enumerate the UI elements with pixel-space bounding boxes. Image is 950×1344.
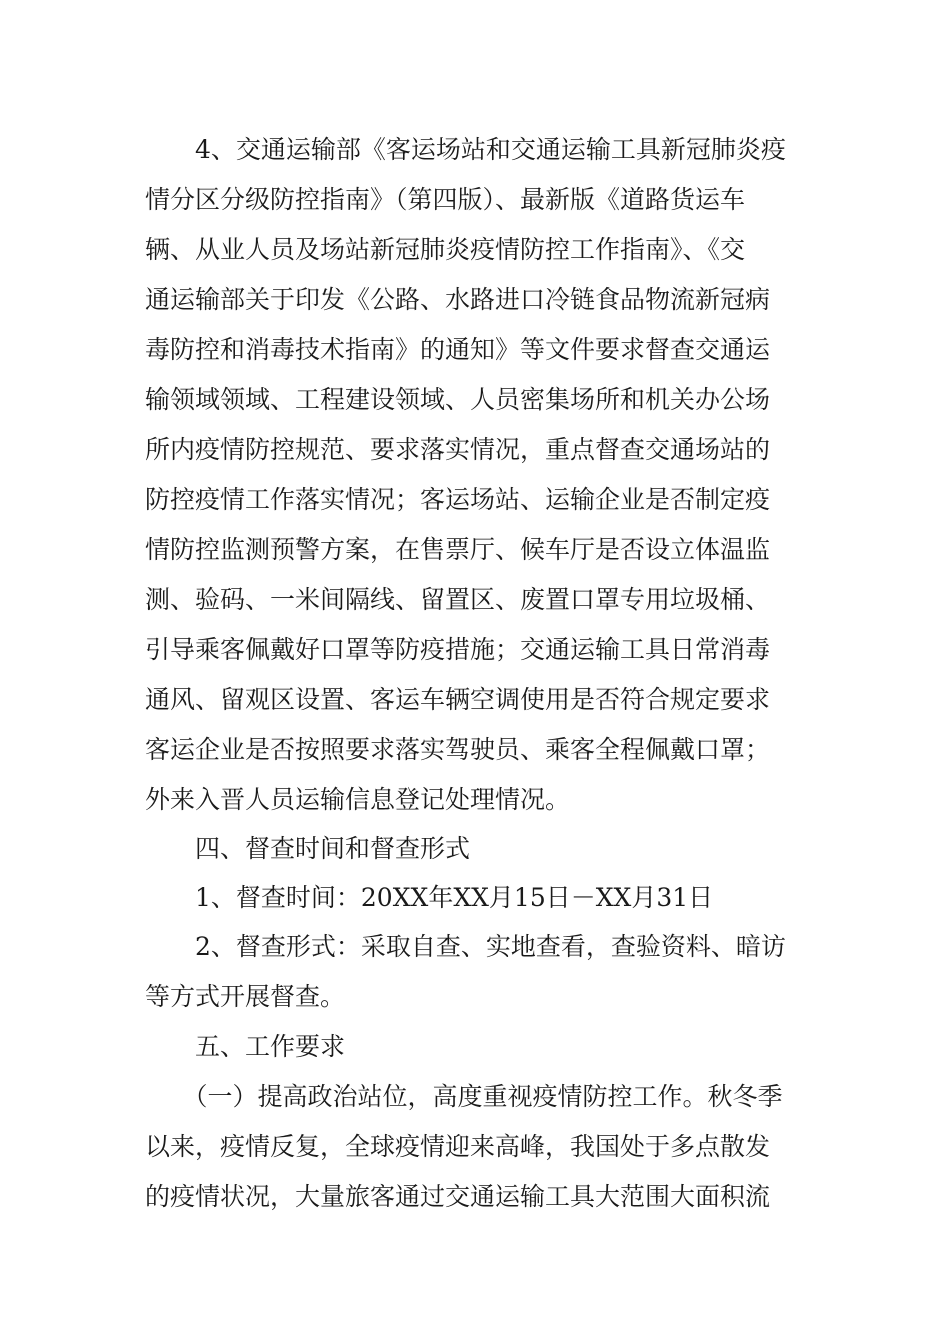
paragraph-line: 4、交通运输部《客运场站和交通运输工具新冠肺炎疫 <box>145 135 786 164</box>
paragraph-line: 通运输部关于印发《公路、水路进口冷链食品物流新冠病 <box>145 285 771 314</box>
paragraph-line: 防控疫情工作落实情况；客运场站、运输企业是否制定疫 <box>145 485 771 514</box>
paragraph-line: 等方式开展督查。 <box>145 982 346 1011</box>
paragraph-line: 情防控监测预警方案，在售票厅、候车厅是否设立体温监 <box>145 535 771 564</box>
paragraph-line: 的疫情状况，大量旅客通过交通运输工具大范围大面积流 <box>145 1182 771 1211</box>
paragraph-line: 测、验码、一米间隔线、留置区、废置口罩专用垃圾桶、 <box>145 585 771 614</box>
section-heading: 五、工作要求 <box>145 1032 346 1061</box>
paragraph-line: 1、督查时间：20XX年XX月15日－XX月31日 <box>145 883 714 912</box>
paragraph-line: 外来入晋人员运输信息登记处理情况。 <box>145 785 571 814</box>
paragraph-line: 辆、从业人员及场站新冠肺炎疫情防控工作指南》、《交 <box>145 235 746 264</box>
paragraph-line: （一）提高政治站位，高度重视疫情防控工作。秋冬季 <box>145 1082 783 1111</box>
paragraph-line: 客运企业是否按照要求落实驾驶员、乘客全程佩戴口罩； <box>145 735 771 764</box>
paragraph-line: 情分区分级防控指南》（第四版）、最新版《道路货运车 <box>145 185 746 214</box>
paragraph-line: 以来，疫情反复，全球疫情迎来高峰，我国处于多点散发 <box>145 1132 771 1161</box>
paragraph-line: 通风、留观区设置、客运车辆空调使用是否符合规定要求 <box>145 685 771 714</box>
paragraph-line: 毒防控和消毒技术指南》的通知》等文件要求督查交通运 <box>145 335 771 364</box>
paragraph-line: 所内疫情防控规范、要求落实情况，重点督查交通场站的 <box>145 435 771 464</box>
section-heading: 四、督查时间和督查形式 <box>145 834 471 863</box>
paragraph-line: 2、督查形式：采取自查、实地查看，查验资料、暗访 <box>145 932 786 961</box>
paragraph-line: 输领域领域、工程建设领域、人员密集场所和机关办公场 <box>145 385 771 414</box>
paragraph-line: 引导乘客佩戴好口罩等防疫措施；交通运输工具日常消毒 <box>145 635 771 664</box>
